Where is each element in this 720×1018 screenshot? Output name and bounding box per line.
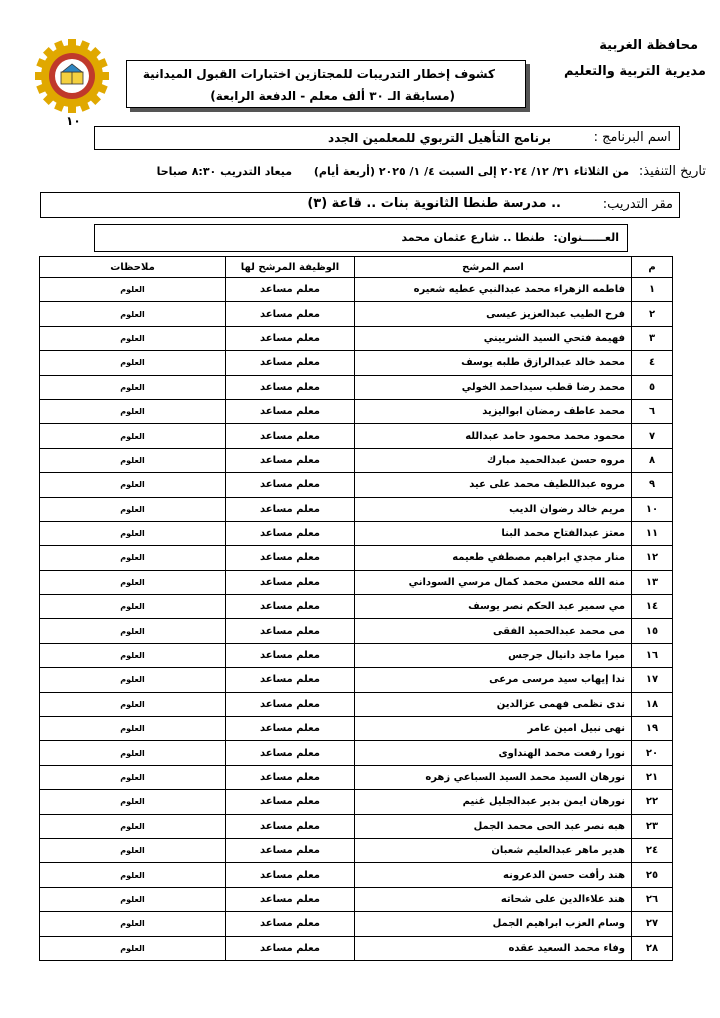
execution-line — [30, 164, 706, 184]
candidate-job: معلم مساعد — [226, 326, 355, 350]
row-number: ١٠ — [632, 497, 673, 521]
candidate-name: منار مجدي ابراهيم مصطفي طعيمه — [355, 546, 632, 570]
table-row — [40, 448, 673, 472]
table-row — [40, 595, 673, 619]
directorate-name: مديرية التربية والتعليم — [563, 64, 706, 79]
candidate-note: العلوم — [40, 668, 226, 692]
row-number: ١٧ — [632, 668, 673, 692]
candidate-job: معلم مساعد — [226, 497, 355, 521]
candidate-name: فرح الطيب عبدالعزيز عيسى — [355, 302, 632, 326]
candidate-name: وسام العزب ابراهيم الجمل — [355, 912, 632, 936]
row-number: ٢١ — [632, 765, 673, 789]
candidate-note: العلوم — [40, 863, 226, 887]
candidate-job: معلم مساعد — [226, 838, 355, 862]
row-number: ٤ — [632, 351, 673, 375]
column-header-name: اسم المرشح — [355, 257, 632, 278]
row-number: ١٦ — [632, 643, 673, 667]
candidate-note: العلوم — [40, 912, 226, 936]
table-row — [40, 692, 673, 716]
table-row — [40, 375, 673, 399]
candidate-name: محمد رضا قطب سيداحمد الخولي — [355, 375, 632, 399]
table-row — [40, 717, 673, 741]
candidate-name: ميرا ماجد دانيال جرجس — [355, 643, 632, 667]
candidate-note: العلوم — [40, 692, 226, 716]
candidate-note: العلوم — [40, 351, 226, 375]
candidate-note: العلوم — [40, 595, 226, 619]
candidate-job: معلم مساعد — [226, 668, 355, 692]
candidate-job: معلم مساعد — [226, 643, 355, 667]
table-row — [40, 741, 673, 765]
column-header-number: م — [632, 257, 673, 278]
ministry-emblem-icon — [34, 38, 110, 114]
venue-name: .. مدرسة طنطا الثانوية بنات .. قاعة (٣) — [307, 196, 561, 211]
row-number: ١ — [632, 278, 673, 302]
row-number: ١٥ — [632, 619, 673, 643]
candidate-name: نورا رفعت محمد الهنداوى — [355, 741, 632, 765]
row-number: ١٨ — [632, 692, 673, 716]
candidate-note: العلوم — [40, 473, 226, 497]
execution-label: تاريخ التنفيذ: — [638, 164, 706, 179]
candidate-note: العلوم — [40, 814, 226, 838]
table-row — [40, 473, 673, 497]
table-row — [40, 912, 673, 936]
table-row — [40, 790, 673, 814]
candidate-note: العلوم — [40, 717, 226, 741]
candidate-job: معلم مساعد — [226, 448, 355, 472]
row-number: ٩ — [632, 473, 673, 497]
candidate-name: منه الله محسن محمد كمال مرسي السوداني — [355, 570, 632, 594]
candidate-job: معلم مساعد — [226, 814, 355, 838]
program-box — [94, 126, 680, 150]
row-number: ٢٤ — [632, 838, 673, 862]
row-number: ٢٧ — [632, 912, 673, 936]
candidate-note: العلوم — [40, 448, 226, 472]
candidate-name: معتز عبدالفتاح محمد البنا — [355, 521, 632, 545]
row-number: ١٩ — [632, 717, 673, 741]
column-header-job: الوظيفة المرشح لها — [226, 257, 355, 278]
candidate-note: العلوم — [40, 765, 226, 789]
candidate-note: العلوم — [40, 790, 226, 814]
candidate-note: العلوم — [40, 424, 226, 448]
candidate-job: معلم مساعد — [226, 546, 355, 570]
candidate-job: معلم مساعد — [226, 863, 355, 887]
table-row — [40, 351, 673, 375]
table-row — [40, 497, 673, 521]
table-row — [40, 521, 673, 545]
candidate-name: وفاء محمد السعيد عقده — [355, 936, 632, 960]
venue-box — [40, 192, 680, 218]
candidate-name: نهى نبيل امين عامر — [355, 717, 632, 741]
row-number: ١٣ — [632, 570, 673, 594]
candidate-name: مى محمد عبدالحميد الفقى — [355, 619, 632, 643]
training-time: ميعاد التدريب ٨:٣٠ صباحا — [156, 165, 293, 178]
table-header-row — [40, 257, 673, 278]
row-number: ١٤ — [632, 595, 673, 619]
address-label: العــــــنوان: — [553, 231, 619, 244]
program-name: برنامج التأهيل التربوي للمعلمين الجدد — [328, 131, 551, 145]
table-row — [40, 619, 673, 643]
candidate-name: محمد عاطف رمضان ابواليزيد — [355, 399, 632, 423]
table-row — [40, 399, 673, 423]
candidate-job: معلم مساعد — [226, 741, 355, 765]
candidate-job: معلم مساعد — [226, 521, 355, 545]
candidate-job: معلم مساعد — [226, 375, 355, 399]
candidate-note: العلوم — [40, 570, 226, 594]
candidate-job: معلم مساعد — [226, 302, 355, 326]
candidate-job: معلم مساعد — [226, 278, 355, 302]
candidate-note: العلوم — [40, 278, 226, 302]
candidate-name: هدير ماهر عبدالعليم شعبان — [355, 838, 632, 862]
candidate-note: العلوم — [40, 643, 226, 667]
candidate-note: العلوم — [40, 619, 226, 643]
row-number: ٢٠ — [632, 741, 673, 765]
address-box — [94, 224, 628, 252]
document-subtitle: (مسابقة الـ ٣٠ ألف معلم - الدفعة الرابعة) — [210, 89, 455, 103]
candidate-job: معلم مساعد — [226, 936, 355, 960]
table-row — [40, 302, 673, 326]
document-title: كشوف إخطار التدريبات للمجتازين اختبارات القبول الميدانية — [142, 67, 495, 81]
table-row — [40, 424, 673, 448]
candidate-name: هند رأفت حسن الدعرونه — [355, 863, 632, 887]
candidate-job: معلم مساعد — [226, 692, 355, 716]
candidate-name: فاطمه الزهراء محمد عبدالنبي عطيه شعيره — [355, 278, 632, 302]
candidate-name: فهيمة فتحي السيد الشربيني — [355, 326, 632, 350]
address-value: طنطا .. شارع عثمان محمد — [401, 231, 545, 244]
candidate-name: هند علاءالدين على شحاته — [355, 887, 632, 911]
candidate-job: معلم مساعد — [226, 424, 355, 448]
candidate-name: محمود محمد محمود حامد عبدالله — [355, 424, 632, 448]
candidate-job: معلم مساعد — [226, 473, 355, 497]
candidate-job: معلم مساعد — [226, 595, 355, 619]
venue-label: مقر التدريب: — [602, 197, 673, 212]
candidate-note: العلوم — [40, 497, 226, 521]
table-row — [40, 814, 673, 838]
row-number: ٧ — [632, 424, 673, 448]
table-row — [40, 863, 673, 887]
row-number: ٨ — [632, 448, 673, 472]
candidate-name: مروه حسن عبدالحميد مبارك — [355, 448, 632, 472]
candidate-job: معلم مساعد — [226, 619, 355, 643]
table-row — [40, 887, 673, 911]
row-number: ٢٨ — [632, 936, 673, 960]
candidate-note: العلوم — [40, 375, 226, 399]
candidate-note: العلوم — [40, 326, 226, 350]
candidate-note: العلوم — [40, 302, 226, 326]
table-row — [40, 936, 673, 960]
candidate-job: معلم مساعد — [226, 790, 355, 814]
execution-period: من الثلاثاء ٣١/ ١٢/ ٢٠٢٤ إلى السبت ٤/ ١/ ٢٠٢٥ (أربعة أيام) — [313, 165, 630, 178]
candidate-job: معلم مساعد — [226, 717, 355, 741]
row-number: ١٢ — [632, 546, 673, 570]
candidate-job: معلم مساعد — [226, 570, 355, 594]
table-row — [40, 570, 673, 594]
program-label: اسم البرنامج : — [593, 130, 671, 145]
candidate-job: معلم مساعد — [226, 887, 355, 911]
row-number: ٢٥ — [632, 863, 673, 887]
candidate-job: معلم مساعد — [226, 912, 355, 936]
candidate-name: ندى نظمى فهمى عزالدين — [355, 692, 632, 716]
candidate-name: محمد خالد عبدالرازق طلبه يوسف — [355, 351, 632, 375]
candidate-name: نورهان السيد محمد السيد السباعي زهره — [355, 765, 632, 789]
table-row — [40, 546, 673, 570]
candidate-name: نورهان ايمن بدير عبدالجليل غنيم — [355, 790, 632, 814]
table-row — [40, 643, 673, 667]
candidate-job: معلم مساعد — [226, 351, 355, 375]
table-row — [40, 326, 673, 350]
candidate-name: مروه عبداللطيف محمد على عيد — [355, 473, 632, 497]
candidate-name: مي سمير عبد الحكم نصر يوسف — [355, 595, 632, 619]
page-number: ١٠ — [66, 114, 81, 128]
candidate-note: العلوم — [40, 887, 226, 911]
candidates-table — [39, 256, 673, 961]
candidate-note: العلوم — [40, 741, 226, 765]
candidate-job: معلم مساعد — [226, 399, 355, 423]
candidate-note: العلوم — [40, 838, 226, 862]
table-row — [40, 668, 673, 692]
table-row — [40, 838, 673, 862]
row-number: ٢ — [632, 302, 673, 326]
candidate-job: معلم مساعد — [226, 765, 355, 789]
table-row — [40, 765, 673, 789]
candidate-note: العلوم — [40, 521, 226, 545]
candidate-name: مريم خالد رضوان الديب — [355, 497, 632, 521]
row-number: ١١ — [632, 521, 673, 545]
row-number: ٣ — [632, 326, 673, 350]
row-number: ٥ — [632, 375, 673, 399]
row-number: ٢٣ — [632, 814, 673, 838]
candidate-name: هبه نصر عبد الحى محمد الجمل — [355, 814, 632, 838]
row-number: ٢٢ — [632, 790, 673, 814]
candidate-name: ندا إيهاب سيد مرسى مرعى — [355, 668, 632, 692]
governorate-name: محافظة الغربية — [599, 38, 698, 53]
candidate-note: العلوم — [40, 936, 226, 960]
column-header-notes: ملاحظات — [40, 257, 226, 278]
candidate-note: العلوم — [40, 546, 226, 570]
table-row — [40, 278, 673, 302]
row-number: ٢٦ — [632, 887, 673, 911]
candidate-note: العلوم — [40, 399, 226, 423]
document-title-box — [126, 60, 526, 108]
row-number: ٦ — [632, 399, 673, 423]
